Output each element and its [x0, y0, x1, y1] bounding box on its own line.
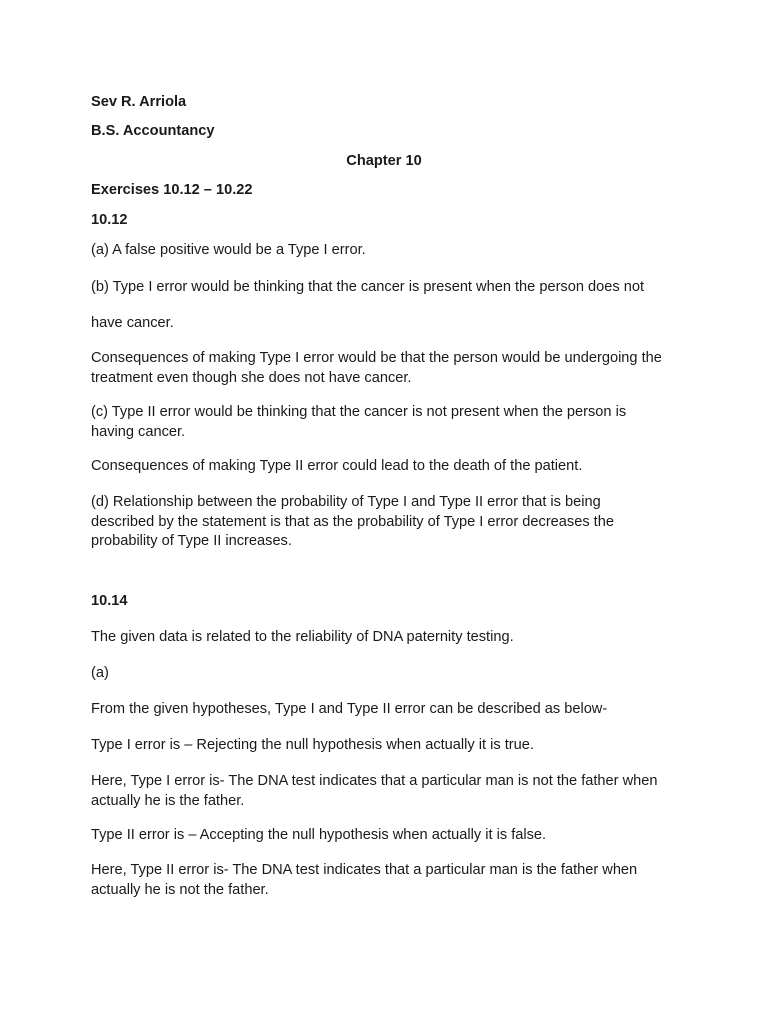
paragraph: (b) Type I error would be thinking that the cancer is present when the person does not	[91, 279, 644, 295]
exercises-title: Exercises 10.12 – 10.22	[91, 182, 253, 198]
paragraph: The given data is related to the reliability of DNA paternity testing.	[91, 629, 514, 645]
author-name: Sev R. Arriola	[91, 94, 187, 110]
chapter-title: Chapter 10	[346, 153, 422, 169]
paragraph: (a)	[91, 665, 109, 681]
paragraph: (d) Relationship between the probability of Type I and Type II error that is being described by the statement is that as the probability of Type I error decreases the probability of Type II increases.	[91, 494, 614, 549]
paragraph: Type I error is – Rejecting the null hypothesis when actually it is true.	[91, 737, 534, 753]
paragraph: Here, Type I error is- The DNA test indicates that a particular man is not the father when actually he is the father.	[91, 773, 658, 809]
paragraph: (c) Type II error would be thinking that the cancer is not present when the person is having cancer.	[91, 404, 627, 440]
paragraph: Type II error is – Accepting the null hypothesis when actually it is false.	[91, 827, 547, 843]
program-name: B.S. Accountancy	[91, 123, 215, 139]
section-heading: 10.14	[91, 593, 128, 609]
paragraph: From the given hypotheses, Type I and Type II error can be described as below-	[91, 701, 608, 717]
section-heading: 10.12	[91, 212, 128, 228]
paragraph: Consequences of making Type I error would be that the person would be undergoing the treatment even though she does not have cancer.	[91, 350, 662, 386]
paragraph: Here, Type II error is- The DNA test indicates that a particular man is the father when actually he is not the father.	[91, 862, 638, 898]
paragraph: Consequences of making Type II error could lead to the death of the patient.	[91, 458, 583, 474]
paragraph: have cancer.	[91, 315, 174, 331]
paragraph: (a) A false positive would be a Type I error.	[91, 242, 366, 258]
